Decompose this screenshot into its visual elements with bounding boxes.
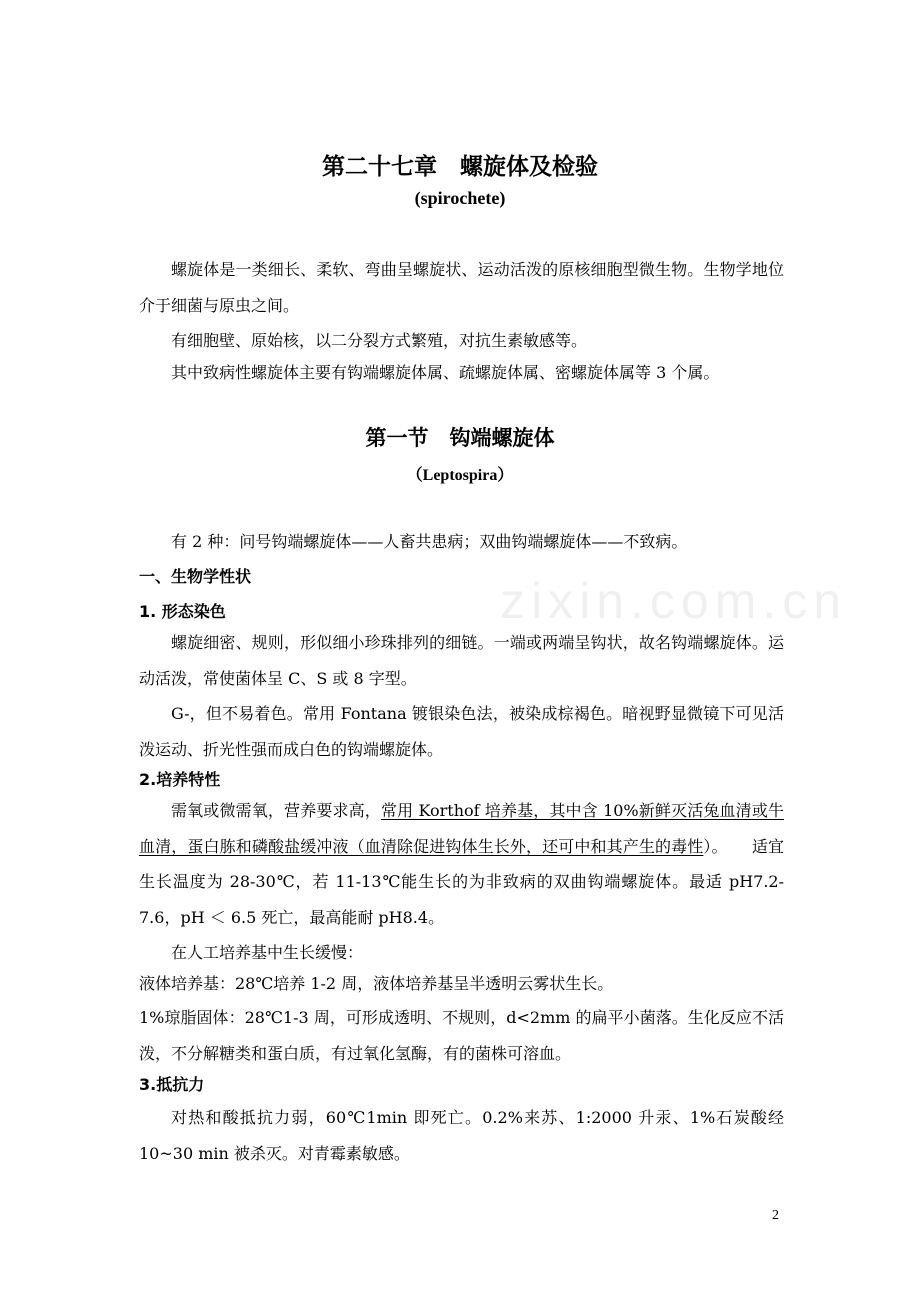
slow-growth-paragraph: 在人工培养基中生长缓慢： <box>171 943 364 962</box>
culture-underlined-text: 常用 Korthof 培养基，其中含 10%新鲜灭活兔血清或牛血清，蛋白胨和磷酸盐缓冲液（血清除促进钩体生长外，还可中和其产生的毒性 <box>139 801 784 856</box>
heading-biological-traits: 一、生物学性状 <box>139 567 252 586</box>
intro-paragraph-1: 螺旋体是一类细长、柔软、弯曲呈螺旋状、运动活泼的原核细胞型微生物。生物学地位介于细菌与原虫之间。 <box>139 260 784 315</box>
morphology-paragraph-2: G-，但不易着色。常用 Fontana 镀银染色法，被染成棕褐色。暗视野显微镜下可见活泼运动、折光性强而成白色的钩端螺旋体。 <box>139 704 784 759</box>
page-number: 2 <box>772 1208 779 1223</box>
heading-morphology: 1. 形态染色 <box>139 602 226 621</box>
section-subtitle: （Leptospira） <box>406 467 514 484</box>
culture-text-start: 需氧或微需氧，营养要求高， <box>171 801 381 820</box>
chapter-title: 第二十七章 螺旋体及检验 <box>322 154 598 180</box>
culture-text-end: ）。 适宜生长温度为 28-30℃，若 11-13℃能生长的为非致病的双曲钩端螺旋体。最适 pH7.2-7.6，pH ＜ 6.5 死亡，最高能耐 pH8.4。 <box>139 836 784 927</box>
liquid-medium-paragraph: 液体培养基：28℃培养 1-2 周，液体培养基呈半透明云雾状生长。 <box>139 974 614 993</box>
heading-culture: 2.培养特性 <box>139 770 221 789</box>
chapter-subtitle: (spirochete) <box>414 188 506 208</box>
section-title: 第一节 钩端螺旋体 <box>365 426 555 450</box>
heading-resistance: 3.抵抗力 <box>139 1075 205 1094</box>
resistance-paragraph: 对热和酸抵抗力弱，60℃1min 即死亡。0.2%来苏、1:2000 升汞、1%石炭酸经 10~30 min 被杀灭。对青霉素敏感。 <box>139 1108 784 1163</box>
species-paragraph: 有 2 种：问号钩端螺旋体——人畜共患病；双曲钩端螺旋体——不致病。 <box>171 532 688 551</box>
culture-paragraph <box>139 793 784 935</box>
agar-medium-paragraph: 1%琼脂固体：28℃1-3 周，可形成透明、不规则，d<2mm 的扁平小菌落。生化反应不活泼，不分解糖类和蛋白质，有过氧化氢酶，有的菌株可溶血。 <box>139 1008 784 1063</box>
intro-paragraph-2: 有细胞壁、原始核，以二分裂方式繁殖，对抗生素敏感等。 <box>171 331 588 350</box>
watermark: zixin.com.cn <box>500 573 848 629</box>
morphology-paragraph-1: 螺旋细密、规则，形似细小珍珠排列的细链。一端或两端呈钩状，故名钩端螺旋体。运动活泼，常使菌体呈 C、S 或 8 字型。 <box>139 633 784 688</box>
intro-paragraph-3: 其中致病性螺旋体主要有钩端螺旋体属、疏螺旋体属、密螺旋体属等 3 个属。 <box>171 363 720 382</box>
